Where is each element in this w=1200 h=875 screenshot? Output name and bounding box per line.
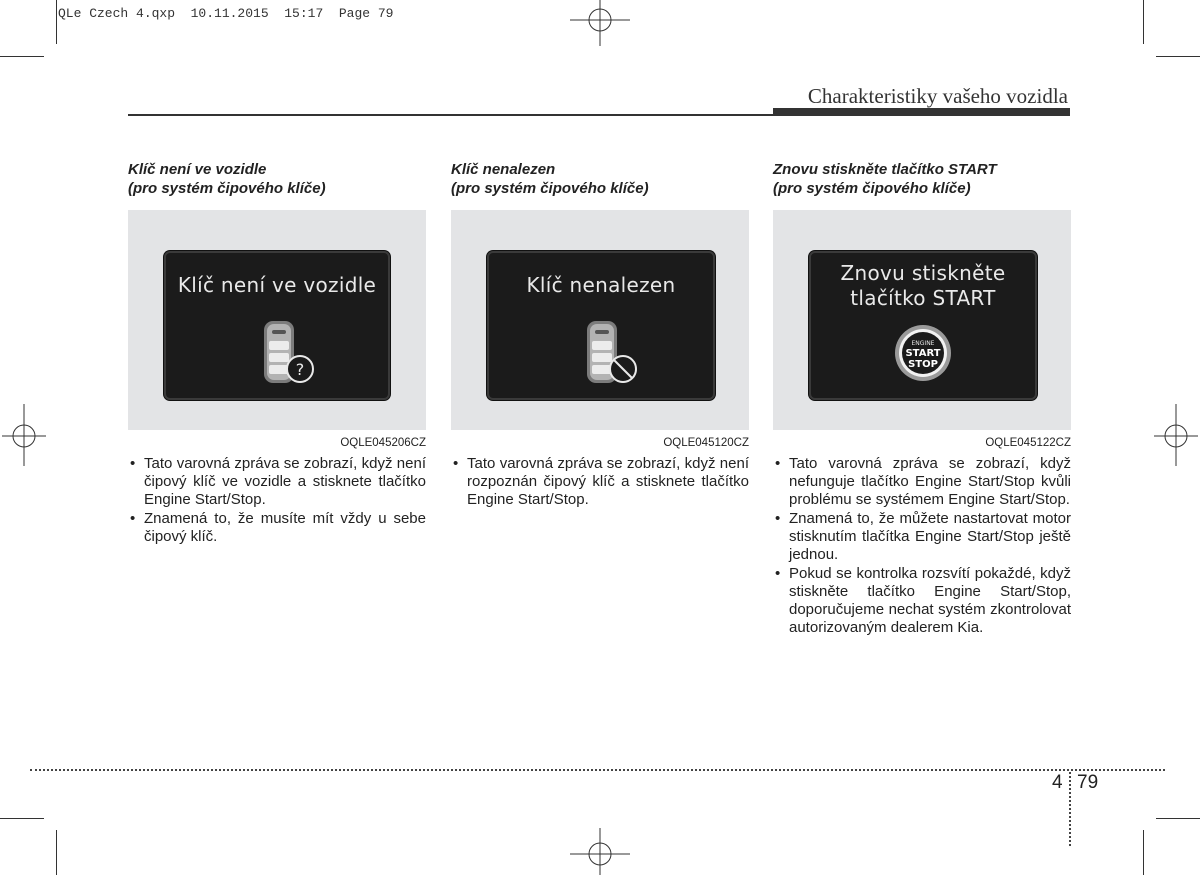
page-number: 79: [1077, 772, 1099, 793]
smart-key-prohibited-icon: [581, 319, 641, 387]
bullet-list: [773, 455, 1071, 637]
registration-mark-right: [1152, 400, 1200, 470]
footer-dotted-divider: [1069, 772, 1071, 846]
svg-text:?: ?: [295, 360, 305, 379]
button-start-label: START: [905, 348, 941, 359]
header-rule: [128, 114, 773, 116]
list-item: • Znamená to, že můžete nastartovat motor stisknutím tlačítka Engine Start/Stop ještě jednou.: [773, 510, 1071, 564]
engine-start-stop-button-icon: [893, 323, 953, 383]
print-header: QLe Czech 4.qxp 10.11.2015 15:17 Page 79: [58, 6, 394, 21]
display-message: Znovu stiskněte tlačítko START: [840, 261, 1006, 310]
cluster-figure: [773, 210, 1071, 430]
column-press-start-again: [773, 160, 1071, 638]
cluster-display: [164, 251, 390, 400]
column-heading: Znovu stiskněte tlačítko START (pro systém čipového klíče): [773, 161, 997, 197]
cluster-figure: [451, 210, 749, 430]
figure-id: OQLE045206CZ: [340, 437, 426, 449]
registration-mark-bottom: [566, 826, 634, 875]
display-message: Klíč není ve vozidle: [177, 273, 377, 297]
list-item: • Tato varovná zpráva se zobrazí, když nefunguje tlačítko Engine Start/Stop kvůli problému se systémem Engine Start/Stop.: [773, 455, 1071, 509]
list-item: • Tato varovná zpráva se zobrazí, když není rozpoznán čipový klíč a stisknete tlačítko Engine Start/Stop.: [451, 455, 749, 509]
list-item: • Znamená to, že musíte mít vždy u sebe čipový klíč.: [128, 510, 426, 546]
bullet-list: [128, 455, 426, 546]
header-rule-thick: [773, 108, 1070, 116]
figure-id: OQLE045120CZ: [663, 437, 749, 449]
column-key-not-detected: [451, 160, 749, 510]
figure-id: OQLE045122CZ: [985, 437, 1071, 449]
smart-key-question-icon: [258, 319, 318, 387]
cluster-display: [809, 251, 1037, 400]
column-heading: Klíč není ve vozidle (pro systém čipového klíče): [128, 161, 326, 197]
display-message: Klíč nenalezen: [526, 273, 676, 297]
footer-dotted-rule: [30, 769, 1165, 771]
registration-mark-top: [566, 0, 634, 48]
chapter-number: 4: [1052, 772, 1063, 793]
button-stop-label: STOP: [908, 359, 938, 370]
column-heading: Klíč nenalezen (pro systém čipového klíče): [451, 161, 649, 197]
bullet-list: [451, 455, 749, 509]
section-title: Charakteristiky vašeho vozidla: [807, 84, 1068, 108]
cluster-figure: [128, 210, 426, 430]
list-item: • Tato varovná zpráva se zobrazí, když není čipový klíč ve vozidle a stisknete tlačítko Engine Start/Stop.: [128, 455, 426, 509]
column-key-not-in-vehicle: [128, 160, 426, 547]
list-item: • Pokud se kontrolka rozsvítí pokaždé, když stiskněte tlačítko Engine Start/Stop, doporučujeme nechat systém zkontrolovat autorizovaným dealerem Kia.: [773, 565, 1071, 637]
registration-mark-left: [0, 400, 48, 470]
button-engine-label: ENGINE: [911, 340, 935, 347]
cluster-display: [487, 251, 715, 400]
